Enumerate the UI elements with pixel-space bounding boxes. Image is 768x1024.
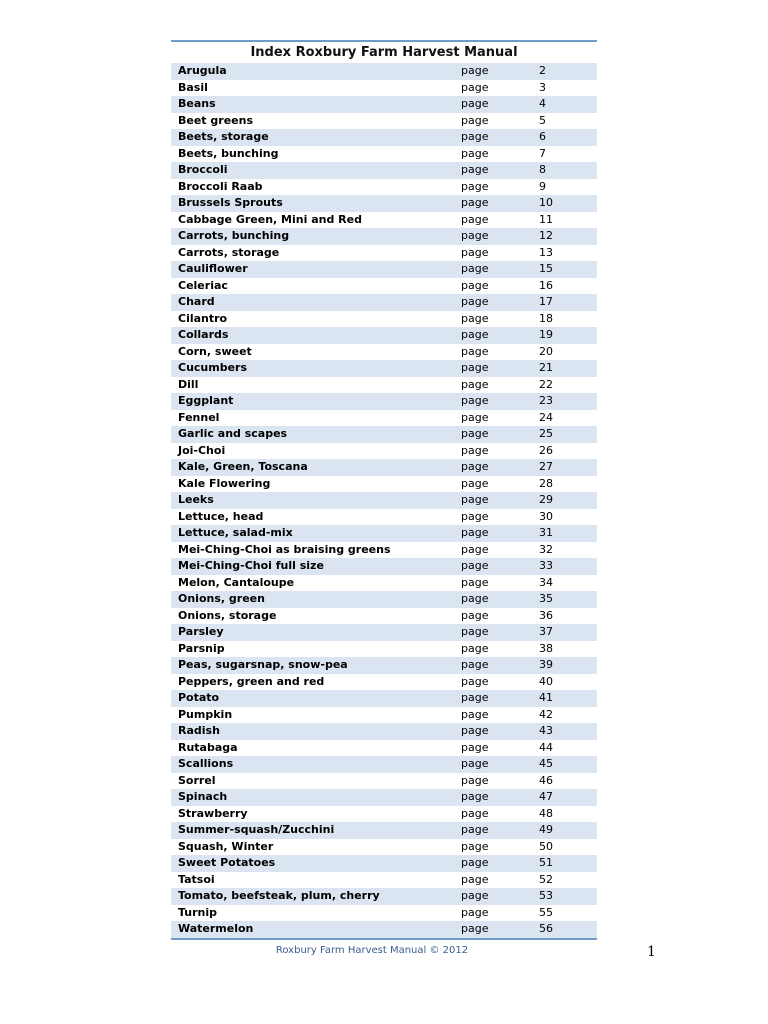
row-item-name: Radish — [178, 724, 220, 737]
index-row — [171, 525, 597, 542]
index-row — [171, 641, 597, 658]
row-item-name: Tatsoi — [178, 872, 215, 886]
index-table — [171, 40, 597, 940]
row-item-name: Mei-Ching-Choi as braising greens — [178, 542, 391, 556]
row-page-label: page — [461, 130, 489, 143]
index-row — [171, 426, 597, 443]
row-item-name: Lettuce, head — [178, 509, 264, 523]
row-page-label: page — [461, 592, 489, 605]
index-row — [171, 96, 597, 113]
row-page-number: 20 — [539, 344, 553, 358]
row-page-label: page — [461, 377, 489, 391]
row-page-number: 13 — [539, 245, 553, 259]
row-item-name: Sorrel — [178, 773, 216, 787]
row-page-label: page — [461, 757, 489, 770]
row-item-name: Beet greens — [178, 113, 253, 127]
row-page-label: page — [461, 889, 489, 902]
row-page-label: page — [461, 641, 489, 655]
row-page-label: page — [461, 509, 489, 523]
row-page-label: page — [461, 905, 489, 919]
row-item-name: Pumpkin — [178, 707, 233, 721]
row-page-number: 17 — [539, 295, 553, 308]
row-page-label: page — [461, 97, 489, 110]
row-item-name: Mei-Ching-Choi full size — [178, 559, 324, 572]
row-page-label: page — [461, 394, 489, 407]
index-row — [171, 245, 597, 262]
row-page-label: page — [461, 64, 489, 77]
index-row — [171, 855, 597, 872]
row-page-label: page — [461, 229, 489, 242]
index-row — [171, 888, 597, 905]
row-page-number: 46 — [539, 773, 553, 787]
row-item-name: Arugula — [178, 64, 227, 77]
row-item-name: Turnip — [178, 905, 218, 919]
row-page-label: page — [461, 344, 489, 358]
row-page-label: page — [461, 443, 489, 457]
row-page-label: page — [461, 625, 489, 638]
row-page-label: page — [461, 328, 489, 341]
index-row — [171, 806, 597, 823]
row-page-number: 5 — [539, 113, 546, 127]
index-rows — [171, 63, 597, 940]
row-page-label: page — [461, 212, 489, 226]
row-page-number: 43 — [539, 724, 553, 737]
row-page-number: 53 — [539, 889, 553, 902]
row-item-name: Beans — [178, 97, 216, 110]
index-row — [171, 542, 597, 559]
row-page-number: 16 — [539, 278, 553, 292]
row-item-name: Peppers, green and red — [178, 674, 325, 688]
row-page-number: 28 — [539, 476, 553, 490]
row-page-number: 37 — [539, 625, 553, 638]
row-page-number: 11 — [539, 212, 553, 226]
index-row — [171, 756, 597, 773]
row-page-label: page — [461, 691, 489, 704]
row-page-number: 51 — [539, 856, 553, 869]
row-page-label: page — [461, 773, 489, 787]
row-page-label: page — [461, 740, 489, 754]
index-row — [171, 921, 597, 938]
index-row — [171, 492, 597, 509]
row-page-label: page — [461, 410, 489, 424]
row-item-name: Basil — [178, 80, 208, 94]
row-page-number: 40 — [539, 674, 553, 688]
row-item-name: Cabbage Green, Mini and Red — [178, 212, 362, 226]
row-page-label: page — [461, 839, 489, 853]
row-page-number: 2 — [539, 64, 546, 77]
row-page-label: page — [461, 559, 489, 572]
index-row — [171, 657, 597, 674]
row-item-name: Carrots, storage — [178, 245, 280, 259]
row-item-name: Garlic and scapes — [178, 427, 288, 440]
row-page-number: 23 — [539, 394, 553, 407]
row-item-name: Melon, Cantaloupe — [178, 575, 295, 589]
index-row — [171, 294, 597, 311]
row-page-number: 9 — [539, 179, 546, 193]
row-item-name: Kale, Green, Toscana — [178, 460, 308, 473]
row-page-number: 30 — [539, 509, 553, 523]
row-item-name: Beets, bunching — [178, 146, 279, 160]
index-row — [171, 443, 597, 460]
row-page-number: 50 — [539, 839, 553, 853]
row-page-label: page — [461, 311, 489, 325]
row-page-number: 49 — [539, 823, 553, 836]
index-row — [171, 393, 597, 410]
row-page-label: page — [461, 823, 489, 836]
index-row — [171, 80, 597, 97]
row-page-label: page — [461, 674, 489, 688]
row-page-label: page — [461, 361, 489, 374]
row-page-number: 7 — [539, 146, 546, 160]
row-item-name: Lettuce, salad-mix — [178, 526, 293, 539]
row-item-name: Sweet Potatoes — [178, 856, 276, 869]
row-item-name: Spinach — [178, 790, 228, 803]
index-row — [171, 228, 597, 245]
index-row — [171, 723, 597, 740]
index-row — [171, 113, 597, 130]
row-page-number: 34 — [539, 575, 553, 589]
row-page-label: page — [461, 146, 489, 160]
row-page-number: 31 — [539, 526, 553, 539]
row-page-label: page — [461, 856, 489, 869]
row-page-label: page — [461, 262, 489, 275]
row-item-name: Celeriac — [178, 278, 228, 292]
row-page-label: page — [461, 427, 489, 440]
row-item-name: Tomato, beefsteak, plum, cherry — [178, 889, 380, 902]
index-row — [171, 278, 597, 295]
index-row — [171, 212, 597, 229]
index-title: Index Roxbury Farm Harvest Manual — [250, 45, 518, 60]
index-row — [171, 129, 597, 146]
index-row — [171, 608, 597, 625]
row-item-name: Rutabaga — [178, 740, 238, 754]
row-item-name: Broccoli — [178, 163, 228, 176]
row-page-number: 35 — [539, 592, 553, 605]
index-row — [171, 872, 597, 889]
row-page-label: page — [461, 575, 489, 589]
row-page-number: 38 — [539, 641, 553, 655]
row-page-label: page — [461, 113, 489, 127]
index-row — [171, 63, 597, 80]
index-row — [171, 377, 597, 394]
row-item-name: Chard — [178, 295, 215, 308]
row-item-name: Beets, storage — [178, 130, 269, 143]
row-page-number: 21 — [539, 361, 553, 374]
row-page-number: 25 — [539, 427, 553, 440]
row-page-label: page — [461, 278, 489, 292]
row-page-number: 24 — [539, 410, 553, 424]
index-row — [171, 740, 597, 757]
row-item-name: Leeks — [178, 493, 214, 506]
row-page-label: page — [461, 724, 489, 737]
row-page-number: 12 — [539, 229, 553, 242]
index-row — [171, 575, 597, 592]
row-page-number: 15 — [539, 262, 553, 275]
index-row — [171, 822, 597, 839]
row-page-number: 42 — [539, 707, 553, 721]
index-row — [171, 344, 597, 361]
index-row — [171, 839, 597, 856]
row-page-label: page — [461, 922, 489, 935]
row-item-name: Fennel — [178, 410, 220, 424]
row-item-name: Joi-Choi — [178, 443, 226, 457]
index-row — [171, 162, 597, 179]
row-page-label: page — [461, 163, 489, 176]
row-item-name: Cauliflower — [178, 262, 248, 275]
row-page-number: 55 — [539, 905, 553, 919]
row-item-name: Broccoli Raab — [178, 179, 263, 193]
row-page-label: page — [461, 658, 489, 671]
index-row — [171, 146, 597, 163]
row-item-name: Potato — [178, 691, 220, 704]
row-page-label: page — [461, 245, 489, 259]
row-item-name: Eggplant — [178, 394, 234, 407]
row-page-number: 32 — [539, 542, 553, 556]
row-page-label: page — [461, 80, 489, 94]
row-page-number: 4 — [539, 97, 546, 110]
row-page-label: page — [461, 179, 489, 193]
index-row — [171, 789, 597, 806]
row-page-label: page — [461, 493, 489, 506]
row-item-name: Squash, Winter — [178, 839, 274, 853]
row-page-label: page — [461, 806, 489, 820]
row-item-name: Parsnip — [178, 641, 225, 655]
index-row — [171, 773, 597, 790]
row-page-number: 39 — [539, 658, 553, 671]
index-row — [171, 591, 597, 608]
row-item-name: Summer-squash/Zucchini — [178, 823, 335, 836]
row-page-number: 3 — [539, 80, 546, 94]
index-row — [171, 674, 597, 691]
row-page-number: 22 — [539, 377, 553, 391]
row-page-number: 10 — [539, 196, 553, 209]
index-row — [171, 311, 597, 328]
row-page-number: 45 — [539, 757, 553, 770]
index-row — [171, 459, 597, 476]
row-item-name: Scallions — [178, 757, 234, 770]
index-row — [171, 509, 597, 526]
index-row — [171, 707, 597, 724]
row-page-label: page — [461, 460, 489, 473]
row-item-name: Onions, storage — [178, 608, 277, 622]
index-row — [171, 179, 597, 196]
row-page-label: page — [461, 542, 489, 556]
index-row — [171, 690, 597, 707]
row-item-name: Collards — [178, 328, 229, 341]
row-item-name: Corn, sweet — [178, 344, 252, 358]
row-page-label: page — [461, 295, 489, 308]
row-page-label: page — [461, 707, 489, 721]
row-page-number: 27 — [539, 460, 553, 473]
index-row — [171, 410, 597, 427]
row-page-number: 47 — [539, 790, 553, 803]
row-item-name: Watermelon — [178, 922, 254, 935]
row-item-name: Parsley — [178, 625, 224, 638]
row-page-label: page — [461, 872, 489, 886]
row-page-number: 29 — [539, 493, 553, 506]
row-page-number: 6 — [539, 130, 546, 143]
index-row — [171, 195, 597, 212]
index-row — [171, 360, 597, 377]
row-item-name: Cilantro — [178, 311, 228, 325]
row-page-number: 48 — [539, 806, 553, 820]
row-page-number: 19 — [539, 328, 553, 341]
row-item-name: Carrots, bunching — [178, 229, 290, 242]
row-item-name: Cucumbers — [178, 361, 248, 374]
row-page-number: 52 — [539, 872, 553, 886]
row-page-label: page — [461, 476, 489, 490]
row-item-name: Strawberry — [178, 806, 248, 820]
row-page-number: 8 — [539, 163, 546, 176]
page-number: 1 — [647, 944, 656, 960]
index-row — [171, 624, 597, 641]
row-page-label: page — [461, 196, 489, 209]
row-item-name: Dill — [178, 377, 199, 391]
index-row — [171, 558, 597, 575]
row-item-name: Peas, sugarsnap, snow-pea — [178, 658, 348, 671]
row-page-label: page — [461, 790, 489, 803]
index-row — [171, 905, 597, 922]
row-page-number: 18 — [539, 311, 553, 325]
row-item-name: Onions, green — [178, 592, 265, 605]
row-page-number: 26 — [539, 443, 553, 457]
row-item-name: Brussels Sprouts — [178, 196, 283, 209]
footer-text: Roxbury Farm Harvest Manual © 2012 — [275, 945, 469, 956]
index-row — [171, 261, 597, 278]
row-item-name: Kale Flowering — [178, 476, 271, 490]
row-page-number: 41 — [539, 691, 553, 704]
row-page-label: page — [461, 608, 489, 622]
row-page-number: 33 — [539, 559, 553, 572]
row-page-number: 36 — [539, 608, 553, 622]
row-page-label: page — [461, 526, 489, 539]
row-page-number: 56 — [539, 922, 553, 935]
index-row — [171, 327, 597, 344]
index-row — [171, 476, 597, 493]
row-page-number: 44 — [539, 740, 553, 754]
